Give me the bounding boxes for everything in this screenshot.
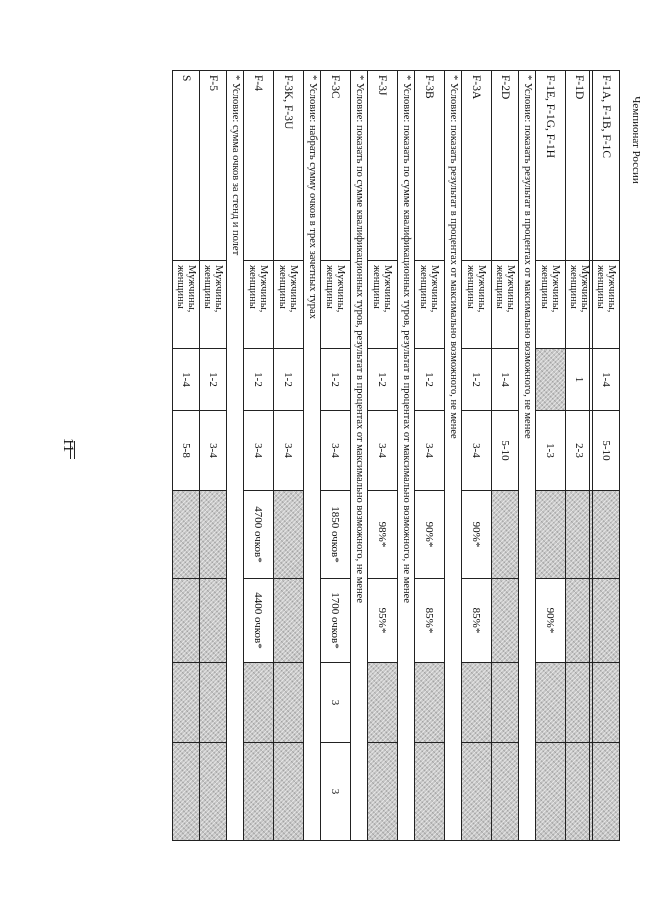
percent-cell: 98%* <box>368 491 398 579</box>
gender-cell: Мужчины, женщины <box>321 261 351 349</box>
rank-a-cell <box>536 349 566 411</box>
hatched-cell <box>173 743 200 841</box>
hatched-cell <box>462 663 492 743</box>
hatched-cell <box>274 743 304 841</box>
rank-b-cell: 5-10 <box>593 411 620 491</box>
hatched-cell <box>462 743 492 841</box>
hatched-cell <box>415 743 445 841</box>
class-cell: F-3B <box>415 71 445 261</box>
table-row <box>492 71 519 841</box>
note-row <box>398 71 415 841</box>
hatched-cell <box>173 491 200 579</box>
ranking-table <box>172 70 620 841</box>
hatched-cell <box>368 743 398 841</box>
gender-cell: Мужчины, женщины <box>536 261 566 349</box>
rank-a-cell: 1 <box>566 349 593 411</box>
class-cell: F-4 <box>244 71 274 261</box>
rank-b-cell: 3-4 <box>244 411 274 491</box>
class-cell: F-1D <box>566 71 593 261</box>
class-cell: S <box>173 71 200 261</box>
note-row <box>351 71 368 841</box>
points-cell: 1850 очков* <box>321 491 351 579</box>
hatched-cell <box>415 663 445 743</box>
hatched-cell <box>536 743 566 841</box>
rank-a-cell: 1-2 <box>462 349 492 411</box>
note-text: * Условие: показать результат в процентах от максимально возможного, не менее <box>445 71 462 841</box>
points-cell: 1700 очков* <box>321 579 351 663</box>
gender-cell: Мужчины, женщины <box>415 261 445 349</box>
gender-cell: Мужчины, женщины <box>593 261 620 349</box>
hatched-cell <box>200 491 227 579</box>
rank-a-cell: 1-2 <box>244 349 274 411</box>
class-cell: F-3A <box>462 71 492 261</box>
hatched-cell <box>173 663 200 743</box>
percent-cell: 85%* <box>415 579 445 663</box>
table-row <box>368 71 398 841</box>
rank-a-cell: 1-4 <box>492 349 519 411</box>
table-row <box>462 71 492 841</box>
gender-cell: Мужчины, женщины <box>492 261 519 349</box>
percent-cell: 90%* <box>415 491 445 579</box>
hatched-cell <box>368 663 398 743</box>
class-cell: F-3J <box>368 71 398 261</box>
table-row <box>244 71 274 841</box>
note-text: * Условие: показать по сумме квалификационных туров, результат в процентах от максимально возможного, не менее <box>398 71 415 841</box>
rank-b-cell: 2-3 <box>566 411 593 491</box>
note-text: * Условие: набрать сумму очков в трех зачетных турах <box>304 71 321 841</box>
rank-b-cell: 3-4 <box>368 411 398 491</box>
class-cell: F-1A, F-1B, F-1C <box>593 71 620 261</box>
sidebar-band <box>589 70 620 840</box>
rank-a-cell: 1-4 <box>173 349 200 411</box>
hatched-cell <box>492 743 519 841</box>
gender-cell: Мужчины, женщины <box>462 261 492 349</box>
table-row <box>200 71 227 841</box>
class-cell: F-5 <box>200 71 227 261</box>
class-cell: F-3K, F-3U <box>274 71 304 261</box>
note-row <box>227 71 244 841</box>
rank-a-cell: 1-2 <box>368 349 398 411</box>
hatched-cell <box>274 491 304 579</box>
gender-cell: Мужчины, женщины <box>200 261 227 349</box>
hatched-cell <box>200 579 227 663</box>
gender-cell: Мужчины, женщины <box>274 261 304 349</box>
class-cell: F-2D <box>492 71 519 261</box>
table-row <box>536 71 566 841</box>
class-cell: F-1E, F-1G, F-1H <box>536 71 566 261</box>
hatched-cell <box>274 579 304 663</box>
hatched-cell <box>244 663 274 743</box>
percent-cell: 85%* <box>462 579 492 663</box>
rank-a-cell: 1-4 <box>593 349 620 411</box>
note-text: * Условие: сумма очков за стенд и полет <box>227 71 244 841</box>
page-number: 11 <box>60 437 76 453</box>
table-row <box>321 71 351 841</box>
rank-b-cell: 3-4 <box>200 411 227 491</box>
rank-a-cell: 1-2 <box>321 349 351 411</box>
championship-label: Чемпионат России <box>630 96 642 184</box>
rank-b-cell: 3-4 <box>462 411 492 491</box>
gender-cell: Мужчины, женщины <box>368 261 398 349</box>
gender-cell: Мужчины, женщины <box>244 261 274 349</box>
rank-a-cell: 1-2 <box>200 349 227 411</box>
hatched-cell <box>492 579 519 663</box>
hatched-cell <box>536 491 566 579</box>
hatched-cell <box>274 663 304 743</box>
hatched-cell <box>492 491 519 579</box>
hatched-cell <box>173 579 200 663</box>
points-cell: 4700 очков* <box>244 491 274 579</box>
rotated-page <box>60 0 642 905</box>
points-cell: 4400 очков* <box>244 579 274 663</box>
hatched-cell <box>244 743 274 841</box>
gender-cell: Мужчины, женщины <box>566 261 593 349</box>
hatched-cell <box>200 663 227 743</box>
count-cell: 3 <box>321 663 351 743</box>
note-row <box>304 71 321 841</box>
percent-cell: 90%* <box>536 579 566 663</box>
gender-cell: Мужчины, женщины <box>173 261 200 349</box>
note-row <box>445 71 462 841</box>
note-text: * Условие: показать результат в процентах от максимально возможного, не менее <box>519 71 536 841</box>
hatched-cell <box>200 743 227 841</box>
rank-b-cell: 3-4 <box>274 411 304 491</box>
rank-b-cell: 5-10 <box>492 411 519 491</box>
rank-a-cell: 1-2 <box>274 349 304 411</box>
rank-b-cell: 3-4 <box>415 411 445 491</box>
hatched-cell <box>536 663 566 743</box>
rank-b-cell: 5-8 <box>173 411 200 491</box>
rank-b-cell: 1-3 <box>536 411 566 491</box>
table-row <box>415 71 445 841</box>
count-cell: 3 <box>321 743 351 841</box>
table-row <box>173 71 200 841</box>
percent-cell: 90%* <box>462 491 492 579</box>
rank-a-cell: 1-2 <box>415 349 445 411</box>
note-text: * Условие: показать по сумме квалификационных туров, результат в процентах от максимально возможного, не менее <box>351 71 368 841</box>
table-row <box>274 71 304 841</box>
hatched-cell <box>492 663 519 743</box>
percent-cell: 95%* <box>368 579 398 663</box>
rank-b-cell: 3-4 <box>321 411 351 491</box>
note-row <box>519 71 536 841</box>
class-cell: F-3C <box>321 71 351 261</box>
